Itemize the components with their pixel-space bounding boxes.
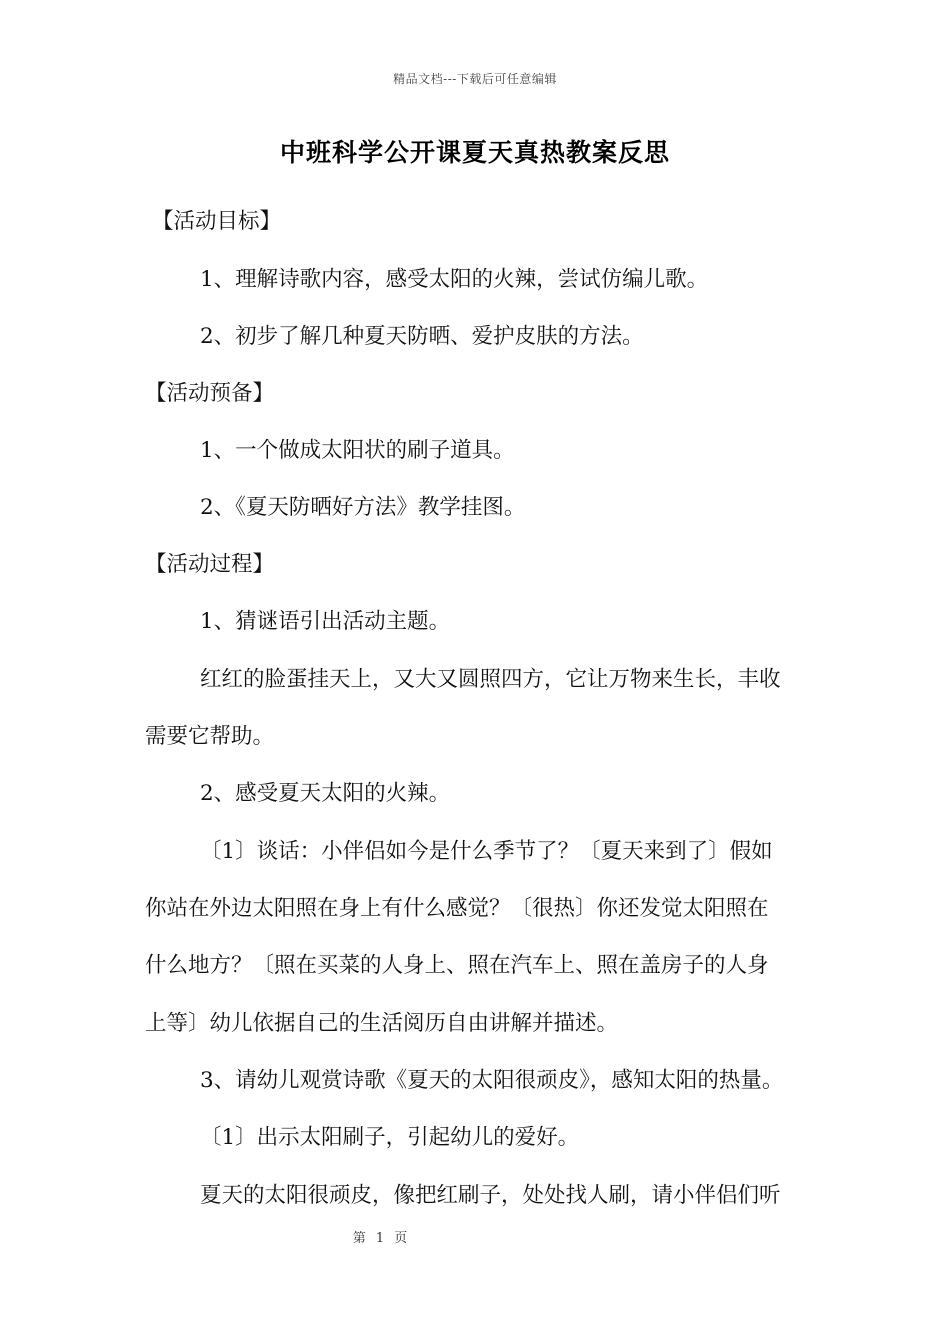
paragraph-line: 1、猜谜语引出活动主题。 <box>200 609 451 634</box>
page-footer <box>0 1227 760 1246</box>
document-title: 中班科学公开课夏天真热教案反思 <box>279 138 670 167</box>
section-heading-process: 【活动过程】 <box>145 552 275 577</box>
paragraph-line: 1、理解诗歌内容，感受太阳的火辣，尝试仿编儿歌。 <box>200 267 709 292</box>
paragraph-line: 2、《夏天防晒好方法》教学挂图。 <box>200 495 526 520</box>
paragraph-line: 红红的脸蛋挂天上，又大又圆照四方，它让万物来生长，丰收 <box>200 667 781 692</box>
paragraph-line: 你站在外边太阳照在身上有什么感觉？〔很热〕你还发觉太阳照在 <box>145 896 769 921</box>
section-heading-goals: 【活动目标】 <box>152 209 282 234</box>
paragraph-line: 1、一个做成太阳状的刷子道具。 <box>200 438 515 463</box>
paragraph-line: 什么地方？〔照在买菜的人身上、照在汽车上、照在盖房子的人身 <box>145 953 769 978</box>
paragraph-line: 2、初步了解几种夏天防晒、爱护皮肤的方法。 <box>200 324 644 349</box>
paragraph-line: 3、请幼儿观赏诗歌《夏天的太阳很顽皮》，感知太阳的热量。 <box>200 1068 784 1093</box>
paragraph-line: 需要它帮助。 <box>145 724 275 749</box>
page-number-suffix: 页 <box>394 1231 408 1246</box>
page-number-prefix: 第 <box>352 1231 366 1246</box>
paragraph-line: 〔1〕谈话：小伴侣如今是什么季节了？〔夏天来到了〕假如 <box>200 839 773 864</box>
paragraph-line: 上等〕幼儿依据自己的生活阅历自由讲解并描述。 <box>145 1011 619 1036</box>
paragraph-line: 2、感受夏天太阳的火辣。 <box>200 781 451 806</box>
section-heading-preparation: 【活动预备】 <box>145 381 275 406</box>
paragraph-line: 〔1〕出示太阳刷子，引起幼儿的爱好。 <box>200 1125 580 1150</box>
page-number: 1 <box>375 1231 385 1246</box>
paragraph-line: 夏天的太阳很顽皮，像把红刷子，处处找人刷，请小伴侣们听 <box>200 1183 781 1208</box>
page-header: 精品文档---下载后可任意编辑 <box>393 72 557 86</box>
